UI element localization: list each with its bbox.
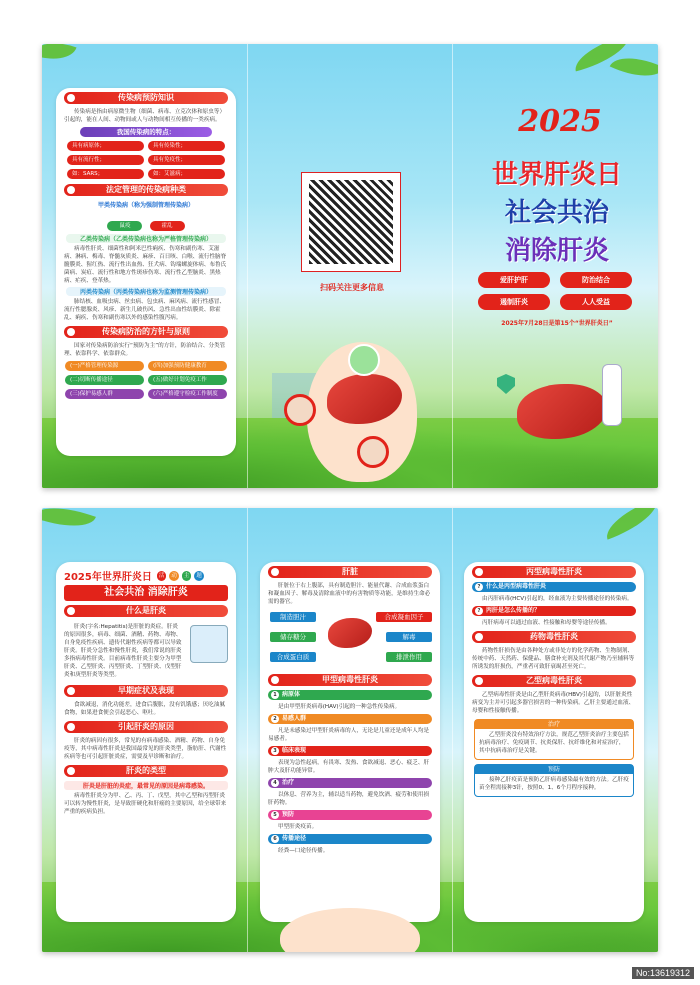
- year-heading: 2025年世界肝炎日: [64, 572, 152, 583]
- section-header: 传染病预防知识: [64, 92, 228, 104]
- shield-leaf-icon: [348, 344, 380, 376]
- slogan-chip: 遏制肝炎: [478, 294, 550, 310]
- feature-item: 具有病原体；: [67, 141, 144, 151]
- heading-row: [64, 568, 228, 583]
- intro-text: 传染病是指由病原微生物（细菌、病毒、立克次体和原虫等）引起的，能在人间、动物间或人与动物间相互传播的一类疾病。: [64, 109, 226, 123]
- badge-char: 题: [196, 572, 202, 579]
- leaf-decoration: [600, 508, 658, 540]
- class-c-title: 丙类传染病（丙类传染病也称为监测管理传染病）: [66, 287, 226, 296]
- hbv-text: 乙型病毒性肝炎是由乙型肝炎病毒(HBV)引起的，以肝脏炎性病变为主并可引起多器官损害的一种传染病。乙肝主要通过血液、母婴和性接触传播。: [472, 692, 635, 714]
- early-text: 食欲减退，消化功能差，进食后腹胀，没有饥饿感；厌吃油腻食物，如果进食便会引起恶心、呕吐。: [64, 702, 226, 716]
- principles-grid: [64, 360, 228, 400]
- leaf-decoration: [42, 44, 77, 68]
- class-c-text: 肺结核、血吸虫病、丝虫病、包虫病、麻风病、流行性感冒、流行性腮腺炎、风疹、新生儿破伤风、急性出血性结膜炎、除霍乱、痢疾、伤寒和副伤寒以外的感染性腹泻病。: [64, 299, 226, 321]
- slogan-chip: 防治结合: [560, 272, 632, 288]
- function-tag: 排泄作用: [386, 652, 432, 662]
- hav-item-text: 以休息、营养为主，辅以适当药物，避免饮酒、疲劳和使用损肝药物。: [268, 792, 430, 806]
- hav-item-label: 3 临床表现: [268, 746, 432, 756]
- class-a-title: 甲类传染病（称为强制管理传染病）: [97, 202, 194, 209]
- hav-item-text: 是由甲型肝炎病毒(HAV)引起的一种急性传染病。: [278, 704, 401, 710]
- feature-item: 具有免疫性；: [148, 155, 225, 165]
- hav-item-label: 2 易感人群: [268, 714, 432, 724]
- section-header: 传染病防治的方针与原则: [64, 326, 228, 338]
- panel-liver: [260, 562, 440, 922]
- section-header: 肝脏: [268, 566, 432, 578]
- fold-line: [452, 508, 453, 952]
- section-header: 引起肝炎的原因: [64, 721, 228, 733]
- shield-icon: [497, 374, 515, 394]
- slogan-chip: 爱肝护肝: [478, 272, 550, 288]
- cause-text: 肝炎的病因有很多，常见的有病毒感染、酒精、药物、自身免疫等，其中病毒性肝炎是我国最常见的肝炎类型，脂肪肝、代谢性疾病等也可引起肝脏炎症，需要及早诊断和治疗。: [64, 738, 227, 760]
- feature-item: 如：艾滋病；: [148, 169, 225, 179]
- fold-line: [247, 44, 248, 488]
- badge-char: 主: [183, 572, 190, 579]
- principle-item: (六)严格遵守检疫工作制度: [148, 389, 227, 399]
- hcv-question: ? 丙肝是怎么传播的？: [472, 606, 636, 616]
- section-header: 法定管理的传染病种类: [64, 184, 228, 196]
- treatment-text: 乙型肝炎没有特效治疗方法，规范乙型肝炎治疗主要包括抗病毒治疗、免疫调节、抗炎保肝、抗纤维化和对症治疗，其中抗病毒治疗是关键。: [479, 732, 629, 754]
- type-text: 病毒性肝炎分为甲、乙、丙、丁、戊型，其中乙型和丙型肝炎可以转为慢性肝炎，是导致肝硬化和肝癌的主要原因，给全球带来严重的疾病负担。: [64, 793, 227, 815]
- liver-intro: 肝脏位于右上腹部，具有制造胆汁、能量代谢、合成血浆蛋白和凝血因子、解毒及清除血液中的有害物质等功能，是维持生命必需的器官。: [268, 583, 431, 605]
- image-id: No:13619312: [632, 967, 694, 979]
- brochure-inside: [42, 508, 658, 952]
- section-header: 丙型病毒性肝炎: [472, 566, 636, 578]
- no-virus-icon: [357, 436, 389, 468]
- class-a-item: 霍乱: [150, 221, 185, 231]
- feature-item: 如：SARS；: [67, 169, 144, 179]
- hav-item-text: 甲型肝炎疫苗。: [278, 824, 318, 830]
- hav-item-label: 4 治疗: [268, 778, 432, 788]
- what-row: [56, 621, 236, 681]
- principle-item: (二)切断传播途径: [65, 375, 144, 385]
- date-line: 2025年7月28日是第15个“世界肝炎日”: [501, 320, 613, 327]
- class-b-title: 乙类传染病（乙类传染病也称为严格管理传染病）: [66, 234, 226, 243]
- theme-banner: 社会共治 消除肝炎: [64, 585, 228, 601]
- principle-item: (一)严格管理传染源: [65, 361, 144, 371]
- fold-line: [452, 44, 453, 488]
- badge-char: 动: [171, 572, 177, 579]
- panel-infectious-disease: [56, 88, 236, 456]
- what-text: 肝炎(字名:Hepatitis)是肝脏的炎症。肝炎的原因很多，病毒、细菌、酒精、药物、毒物、自身免疫性疾病、遗传代谢性疾病等都可以导致肝炎。肝炎分急性和慢性肝炎，我们常说的肝炎多指病毒性肝炎。目前病毒性肝炎主要分为甲型肝炎、乙型肝炎、丙型肝炎、丁型肝炎、戊型肝炎和庚型肝炎等类型。: [64, 624, 182, 678]
- policy-text: 国家对传染病防治实行“预防为主”的方针，防治结合、分类管理、依靠科学、依靠群众。: [64, 343, 226, 357]
- hcv-question: ? 什么是丙型病毒性肝炎: [472, 582, 636, 592]
- section-header: 药物毒性肝炎: [472, 631, 636, 643]
- liver-functions: [266, 608, 434, 670]
- class-a-list: [56, 212, 236, 232]
- qr-caption: 扫码关注更多信息: [320, 283, 384, 292]
- section-header: 肝炎的类型: [64, 765, 228, 777]
- feature-item: 具有流行性；: [67, 155, 144, 165]
- drug-text: 药物性肝损伤是由各种处方或非处方的化学药物、生物制剂、传统中药、天然药、保健品、膳食补充剂及其代谢产物乃至辅料等所诱发的肝损伤，严重者可致肝衰竭甚至死亡。: [472, 648, 635, 670]
- type-sub: 肝炎是肝脏的炎症，最常见的原因是病毒感染。: [64, 781, 228, 790]
- principle-item: (四)加强预防健康教育: [148, 361, 227, 371]
- qr-code[interactable]: [305, 176, 397, 268]
- hav-item-label: 6 传播途径: [268, 834, 432, 844]
- section-header: 什么是肝炎: [64, 605, 228, 617]
- fold-line: [247, 508, 248, 952]
- feature-item: 具有传染性；: [148, 141, 225, 151]
- doctor-screen-icon: [190, 625, 228, 663]
- leaf-decoration: [42, 508, 96, 538]
- panel-hepatitis-bc: [464, 562, 644, 922]
- treatment-label: 治疗: [475, 720, 633, 729]
- hcv-answer: 由丙肝病毒(HCV)引起的，经血液为主要传播途径的传染病。: [482, 596, 633, 602]
- hav-item-text: 经粪—口途径传播。: [278, 848, 329, 854]
- function-tag: 合成蛋白质: [270, 652, 316, 662]
- no-alcohol-icon: [284, 394, 316, 426]
- function-tag: 合成凝血因子: [376, 612, 432, 622]
- prevention-label: 预防: [475, 765, 633, 774]
- section-header: 甲型病毒性肝炎: [268, 674, 432, 686]
- hav-item-text: 凡是未感染过甲型肝炎病毒的人，无论是儿童还是成年人均是易感者。: [268, 728, 430, 742]
- prevention-box: [474, 764, 634, 797]
- hav-item-label: 1 病原体: [268, 690, 432, 700]
- hcv-answer: 丙肝病毒可以通过血液、性接触和母婴等途径传播。: [482, 620, 611, 626]
- class-a-item: 鼠疫: [107, 221, 142, 231]
- section-header: 乙型病毒性肝炎: [472, 675, 636, 687]
- principle-item: (五)做好计划免疫工作: [148, 375, 227, 385]
- brochure-outside: [42, 44, 658, 488]
- treatment-box: [474, 719, 634, 760]
- doctor-figure: [602, 364, 622, 426]
- class-b-text: 病毒性肝炎、细菌性和阿米巴性痢疾、伤寒和副伤寒、艾滋病、淋病、梅毒、脊髓灰质炎、麻疹、百日咳、白喉、流行性脑脊髓膜炎、猩红热、流行性出血热、狂犬病、钩端螺旋体病、布鲁氏菌病、炭疽、流行性和地方性斑疹伤寒、流行性乙型脑炎、黑热病、疟疾、登革热。: [64, 246, 227, 284]
- cover-title: 世界肝炎日: [491, 160, 622, 190]
- section-header: 早期症状及表现: [64, 685, 228, 697]
- panel-hepatitis-basics: [56, 562, 236, 922]
- principle-item: (三)保护易感人群: [65, 389, 144, 399]
- features-grid: [66, 140, 226, 180]
- hav-item-text: 表现为急性起病，有畏寒、发热、食欲减退、恶心、疲乏、肝肿大及肝功能异常。: [268, 760, 430, 774]
- features-title: 我国传染病的特点：: [80, 127, 212, 137]
- cover-title-3: 消除肝炎: [504, 236, 609, 266]
- function-tag: 储存糖分: [270, 632, 316, 642]
- prevention-text: 接种乙肝疫苗是预防乙肝病毒感染最有效的方法。乙肝疫苗全程需接种3针，按照0、1、6个月程序接种。: [479, 777, 629, 791]
- cover-year: 2025: [518, 104, 602, 139]
- cover-title-2: 社会共治: [504, 198, 609, 228]
- hav-item-label: 5 预防: [268, 810, 432, 820]
- slogan-chip: 人人受益: [560, 294, 632, 310]
- function-tag: 解毒: [386, 632, 432, 642]
- function-tag: 制造胆汁: [270, 612, 316, 622]
- badge-char: 活: [158, 572, 165, 579]
- liver-illustration: [328, 618, 372, 648]
- theme-badge: [156, 570, 205, 582]
